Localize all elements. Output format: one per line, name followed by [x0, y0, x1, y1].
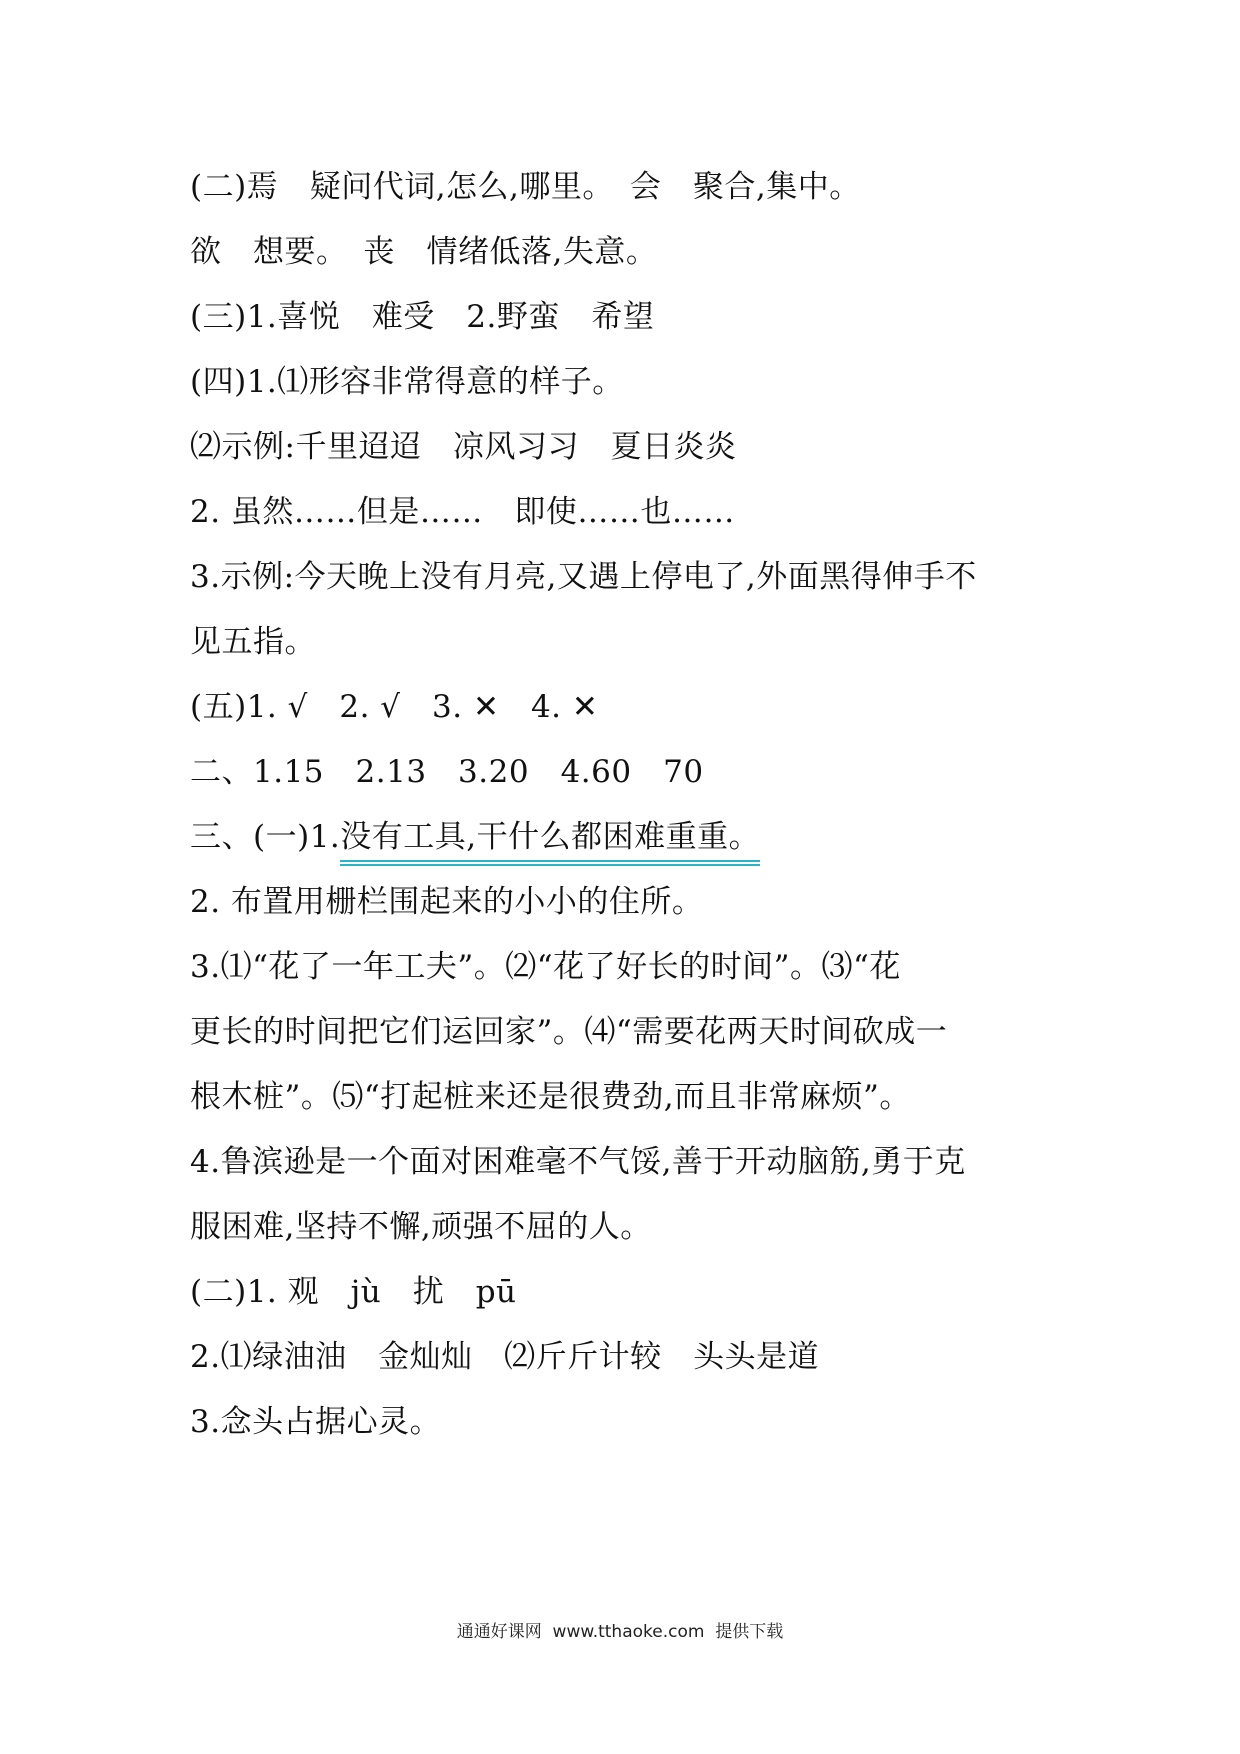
answer-line-text: (三)1.喜悦 难受 2.野蛮 希望	[190, 299, 655, 335]
answer-line-text: 欲 想要。 丧 情绪低落,失意。	[190, 234, 658, 270]
answer-line-text: 4.鲁滨逊是一个面对困难毫不气馁,善于开动脑筋,勇于克	[190, 1144, 966, 1180]
answer-line-text: (二)焉 疑问代词,怎么,哪里。 会 聚合,集中。	[190, 169, 861, 205]
answer-line	[190, 1065, 1070, 1130]
answer-line	[190, 545, 1070, 610]
answer-line	[190, 740, 1070, 805]
answer-line-text: (五)1. √ 2. √ 3. ✕ 4. ✕	[190, 689, 599, 725]
answer-line-text: 二、1.15 2.13 3.20 4.60 70	[190, 754, 704, 790]
answer-line	[190, 1130, 1070, 1195]
answer-line-text: (四)1.⑴形容非常得意的样子。	[190, 364, 624, 400]
answer-line-text: 根木桩”。⑸“打起桩来还是很费劲,而且非常麻烦”。	[190, 1079, 911, 1115]
answer-line	[190, 350, 1070, 415]
footer-source-text: 通通好课网 www.tthaoke.com 提供下载	[456, 1622, 784, 1642]
answer-line-text: 3.念头占据心灵。	[190, 1404, 442, 1440]
answer-line-text: 2. 布置用栅栏围起来的小小的住所。	[190, 884, 704, 920]
answer-line	[190, 415, 1070, 480]
answer-line	[190, 870, 1070, 935]
answer-line-text: 2. 虽然……但是…… 即使……也……	[190, 494, 735, 530]
answer-line-text: ⑵示例:千里迢迢 凉风习习 夏日炎炎	[190, 429, 737, 465]
answer-line-text: 3.⑴“花了一年工夫”。⑵“花了好长的时间”。⑶“花	[190, 949, 901, 985]
answer-line	[190, 220, 1070, 285]
answer-line	[190, 285, 1070, 350]
answer-text-block	[190, 155, 1070, 1455]
answer-line	[190, 1390, 1070, 1455]
answer-line	[190, 480, 1070, 545]
answer-line	[190, 1325, 1070, 1390]
answer-line-text: 2.⑴绿油油 金灿灿 ⑵斤斤计较 头头是道	[190, 1339, 820, 1375]
answer-line-text: (二)1. 观 jù 扰 pū	[190, 1274, 517, 1310]
answer-line	[190, 1195, 1070, 1260]
answer-line	[190, 675, 1070, 740]
answer-line	[190, 1260, 1070, 1325]
answer-line-text: 见五指。	[190, 624, 316, 660]
answer-line	[190, 610, 1070, 675]
answer-line-underlined	[190, 805, 1070, 870]
answer-line	[190, 935, 1070, 1000]
underlined-answer-text: 没有工具,干什么都困难重重。	[340, 805, 760, 870]
answer-line-text: 3.示例:今天晚上没有月亮,又遇上停电了,外面黑得伸手不	[190, 559, 977, 595]
answer-line-prefix: 三、(一)1.	[190, 819, 341, 855]
answer-line-text: 更长的时间把它们运回家”。⑷“需要花两天时间砍成一	[190, 1014, 948, 1050]
answer-line	[190, 1000, 1070, 1065]
answer-line-text: 服困难,坚持不懈,顽强不屈的人。	[190, 1209, 652, 1245]
answer-line	[190, 155, 1070, 220]
